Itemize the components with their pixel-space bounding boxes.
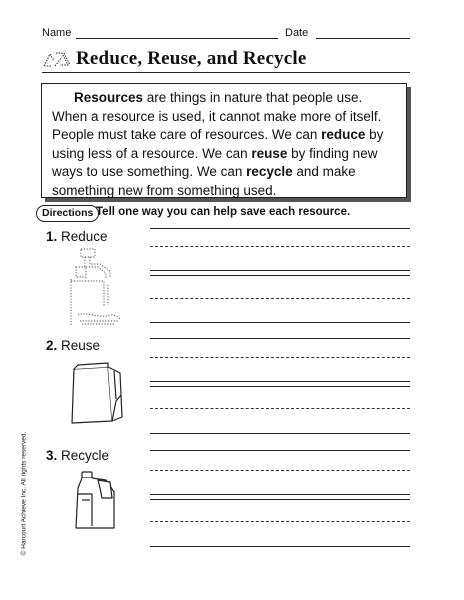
directions-text: Tell one way you can help save each resource. (96, 206, 351, 218)
term-reduce: reduce (321, 127, 366, 143)
title-rule (42, 72, 410, 73)
term-resources: Resources (74, 90, 144, 105)
item-reuse-label (46, 338, 100, 353)
milk-jug-icon (72, 470, 118, 532)
item-number: 3. (46, 448, 58, 463)
writing-line[interactable] (150, 386, 410, 387)
item-number: 1. (46, 229, 58, 244)
writing-line[interactable] (150, 275, 410, 276)
item-reduce-label (46, 229, 108, 244)
info-text-2: by using less of a resource. We can (52, 127, 384, 161)
item-recycle-label (46, 448, 109, 463)
term-recycle: recycle (246, 164, 293, 180)
faucet-icon (68, 245, 126, 327)
item-label: Recycle (61, 448, 110, 463)
writing-midline[interactable] (150, 408, 410, 409)
writing-line[interactable] (150, 381, 410, 382)
writing-midline[interactable] (150, 246, 410, 247)
writing-line[interactable] (150, 228, 410, 229)
recycle-symbol-icon (42, 49, 72, 69)
writing-line[interactable] (150, 433, 410, 434)
writing-midline[interactable] (150, 470, 410, 471)
writing-line[interactable] (150, 270, 410, 271)
name-field[interactable] (76, 38, 278, 39)
term-reuse: reuse (251, 145, 288, 161)
date-field[interactable] (316, 38, 410, 39)
writing-midline[interactable] (150, 521, 410, 522)
date-label: Date (285, 27, 309, 39)
copyright-text: © Harcourt Achieve Inc. All rights reserved. (20, 431, 28, 556)
name-label: Name (42, 27, 72, 39)
item-number: 2. (46, 338, 58, 353)
writing-line[interactable] (150, 499, 410, 500)
writing-line[interactable] (150, 546, 410, 547)
writing-midline[interactable] (150, 357, 410, 358)
directions-badge: Directions (36, 205, 99, 222)
writing-line[interactable] (150, 338, 410, 339)
page-title: Reduce, Reuse, and Recycle (76, 48, 307, 69)
item-label: Reduce (61, 229, 108, 244)
info-paragraph (52, 89, 400, 201)
info-text-4: and make something new from something used. (52, 164, 356, 198)
paper-bag-icon (68, 361, 124, 427)
writing-line[interactable] (150, 494, 410, 495)
item-label: Reuse (61, 338, 101, 353)
writing-line[interactable] (150, 450, 410, 451)
info-text-3: by finding new ways to use something. We can (52, 145, 378, 180)
info-text-1: are things in nature that people use. When a resource is used, it cannot make more of itself. People must take care of resources. We can (52, 90, 382, 143)
writing-midline[interactable] (150, 298, 410, 299)
writing-line[interactable] (150, 322, 410, 323)
